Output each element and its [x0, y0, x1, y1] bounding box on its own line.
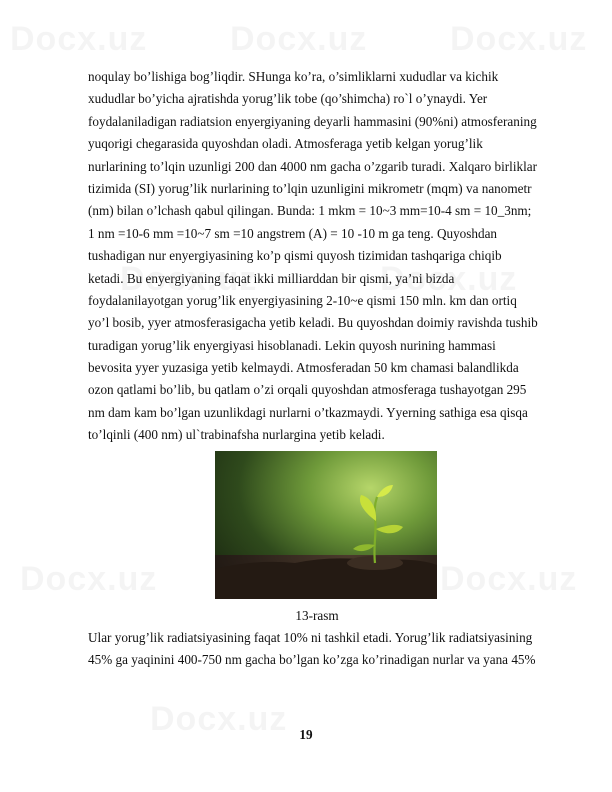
- text-line: noqulay bo’lishiga bog’liqdir. SHunga ko’ra, o’simliklarni xududlar va kichik: [88, 69, 499, 84]
- paragraph-1: [88, 66, 546, 447]
- figure-caption: 13-rasm: [295, 607, 339, 623]
- text-line: yuqorigi chegarasida quyoshdan oladi. Atmosferaga yetib kelgan yorug’lik: [88, 136, 483, 152]
- page-number: 19: [299, 727, 313, 742]
- text-line: turadigan yorug’lik enyergiyasi hisoblanadi. Lekin quyosh nurining hammasi: [88, 337, 496, 353]
- text-line: nurlarining to’lqin uzunligi 200 dan 4000 nm gacha o’zgarib turadi. Xalqaro birliklar: [88, 158, 537, 174]
- text-line: bevosita yyer yuzasiga yetib kelmaydi. Atmosferadan 50 km chamasi balandlikda: [88, 360, 519, 376]
- text-line: 1 nm =10-6 mm =10~7 sm =10 angstrem (A) = 10 -10 m ga teng. Quyoshdan: [88, 225, 498, 241]
- text-line: foydalanilayotgan yorug’lik enyergiyasining 2-10~e qismi 150 mln. km dan ortiq: [88, 292, 517, 308]
- seedling-icon: [215, 451, 437, 599]
- text-line: to’lqinli (400 nm) ul`trabinafsha nurlargina yetib keladi.: [88, 427, 385, 443]
- text-line: yo’l bosib, yyer atmosferasigacha yetib keladi. Bu quyoshdan doimiy ravishda tushib: [88, 315, 538, 331]
- text-line: Ular yorug’lik radiatsiyasining faqat 10% ni tashkil etadi. Yorug’lik radiatsiyasining: [88, 629, 533, 645]
- text-line: xududlar bo’yicha ajratishda yorug’lik tobe (qo’shimcha) ro`l o’ynaydi. Yer: [88, 91, 488, 107]
- page-body: [88, 66, 546, 671]
- text-line: 45% ga yaqinini 400-750 nm gacha bo’lgan ko’zga ko’rinadigan nurlar va yana 45%: [88, 652, 536, 668]
- text-line: (nm) bilan o’lchash qabul qilingan. Bunda: 1 mkm = 10~3 mm=10-4 sm = 10_3nm;: [88, 203, 532, 219]
- paragraph-2: [88, 627, 546, 672]
- watermark-text: [10, 20, 147, 59]
- text-line: nm dam kam bo’lgan uzunlikdagi nurlarni o’tkazmaydi. Yyerning sathiga esa qisqa: [88, 404, 528, 420]
- text-line: tushadigan nur enyergiyasining ko’p qismi quyosh tizimidan tashqariga chiqib: [88, 248, 502, 264]
- watermark-text: [450, 20, 587, 59]
- text-line: ketadi. Bu enyergiyaning faqat ikki milliarddan bir qismi, ya’ni bizda: [88, 270, 455, 286]
- text-line: ozon qatlami bo’lib, bu qatlam o’zi orqali quyoshdan atmosferaga tushayotgan 295: [88, 382, 527, 398]
- text-line: tizimida (SI) yorug’lik nurlarining to’lqin uzunligini mikrometr (mqm) va nanometr: [88, 180, 532, 196]
- text-line: foydalaniladigan radiatsion enyergiyaning deyarli hammasini (90%ni) atmosferaning: [88, 113, 537, 129]
- seedling-photo: [215, 451, 437, 599]
- watermark-text: [230, 20, 367, 59]
